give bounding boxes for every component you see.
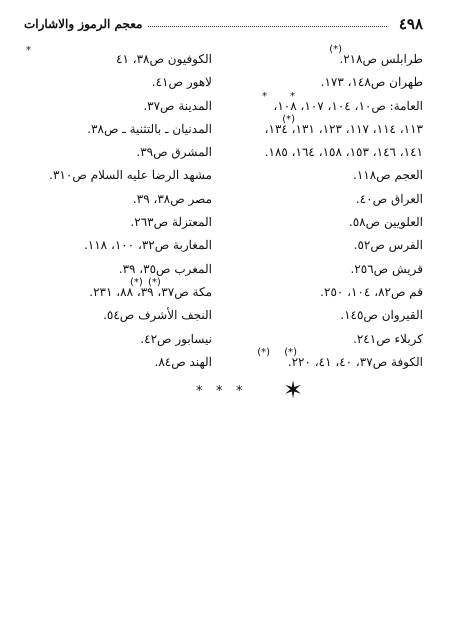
index-entry: المغرب ص٣٥، ٣٩. [118, 261, 212, 276]
index-entry: مصر ص٣٨، ٣٩. [132, 191, 212, 206]
running-title: معجم الرموز والاشارات [24, 17, 143, 31]
index-entry: العراق ص٤٠. [355, 191, 423, 206]
star-mark: * [290, 90, 295, 102]
index-entry: الفرس ص٥٢. [353, 238, 423, 253]
index-entry: لاهور ص٤١. [151, 75, 212, 90]
star-mark: * [26, 45, 31, 56]
index-entry: (*) (*) مكة ص٣٧، ٣٩، ٨٨، ٢٣١. [89, 276, 212, 299]
index-entry: القيروان ص١٤٥. [340, 308, 423, 323]
index-entry: المدينة ص٣٧. [143, 98, 212, 113]
index-entry: كربلاء ص٢٤١. [353, 331, 423, 346]
circled-star-mark: (*) [284, 346, 297, 358]
index-entry: المغاربة ص٣٢، ١٠٠، ١١٨. [83, 238, 212, 253]
index-entry: المدنيان ـ بالتثنية ـ ص٣٨. [87, 121, 212, 136]
circled-star-mark: (*) [257, 346, 270, 358]
index-entry: * * العامة: ص١٠، ١٠٤، ١٠٧، ١٠٨، [262, 90, 423, 113]
index-entry: المشرق ص٣٩. [136, 145, 212, 160]
index-entry: * الكوفيون ص٣٨، ٤١ [26, 45, 212, 66]
index-entry: النجف الأشرف ص٥٤. [103, 308, 212, 323]
section-ornament [0, 376, 449, 404]
ornament-star-icon: * [216, 384, 223, 399]
index-column-left [22, 45, 212, 374]
index-entry: قم ص٨٢، ١٠٤، ٢٥٠. [320, 284, 423, 299]
circled-star-mark: (*) [329, 44, 342, 55]
page-number: ٤٩٨ [398, 15, 423, 33]
star-mark: * [262, 90, 267, 102]
index-entry: (*) ١١٣، ١١٤، ١١٧، ١٢٣، ١٣١، ١٣٤، [264, 113, 423, 136]
index-entry: العجم ص١١٨. [352, 168, 423, 183]
index-entry: الهند ص٨٤. [154, 354, 212, 369]
index-entry: (*) طرابلس ص٢١٨. [329, 44, 423, 66]
index-entry: نيسابور ص٤٢. [140, 331, 212, 346]
index-entry: ١٤١، ١٤٦، ١٥٣، ١٥٨، ١٦٤، ١٨٥. [264, 145, 423, 160]
page-header [24, 14, 423, 34]
circled-star-mark: (*) [148, 276, 161, 288]
index-entry: المعتزلة ص٢٦٣. [130, 215, 212, 230]
index-entry: العلويين ص٥٨. [348, 215, 423, 230]
index-entry: مشهد الرضا عليه السلام ص٣١٠. [49, 168, 212, 183]
index-column-right [218, 44, 423, 374]
index-entry: طهران ص١٤٨، ١٧٣. [320, 75, 423, 90]
index-entry: (*) (*) الكوفة ص٣٧، ٤٠، ٤١، ٢٢٠. [257, 346, 423, 369]
ornament-star-icon: * [236, 384, 243, 399]
ornament-star-icon: * [196, 384, 203, 399]
index-entry: قريش ص٢٥٦. [350, 261, 423, 276]
header-dotted-leader [148, 26, 386, 27]
ornament-big-star-icon: ✶ [283, 376, 304, 404]
circled-star-mark: (*) [282, 113, 295, 125]
circled-star-mark: (*) [130, 276, 143, 288]
